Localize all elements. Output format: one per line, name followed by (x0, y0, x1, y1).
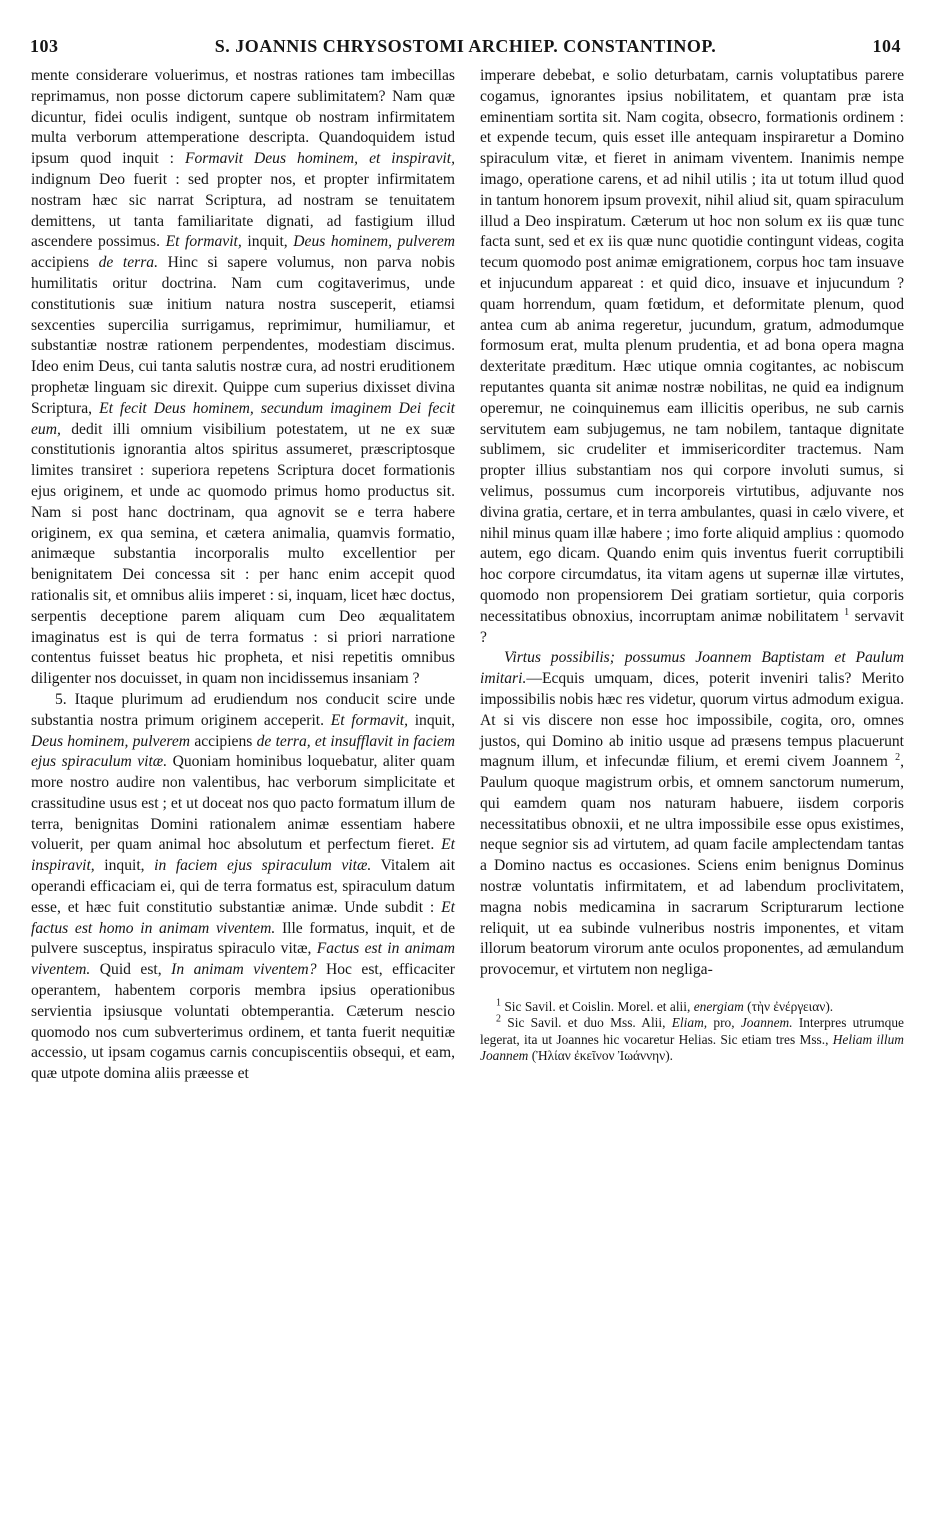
text-run: mente considerare voluerimus, et nostras rationes tam imbecillas reprimamus, non posse dictorum capere sublimitatem? Nam quæ dicuntur, fidei oculis indigent, suntque ob nostram infirmitatem multa verborum attemperatione descripta. Quandoquidem istud ipsum quod inquit : (31, 67, 455, 168)
italic-quote: Joannem. (740, 1015, 793, 1031)
italic-quote: Et factus est homo in animam viventem. (31, 898, 455, 937)
footnote-1 (480, 999, 904, 1015)
page-number-left: 103 (30, 36, 59, 56)
text-run: inquit, (247, 233, 288, 251)
italic-quote: energiam (693, 999, 744, 1015)
text-run: Interpres utrumque legerat, ita ut Joannes hic vocaretur Helias. Sic etiam tres Mss., (480, 1015, 905, 1047)
text-run: Sic Savil. et duo Mss. Alii, (507, 1015, 666, 1031)
italic-quote: Factus est in animam viventem. (31, 940, 455, 979)
text-run: inquit, (414, 711, 455, 729)
italic-quote: Eliam, (671, 1015, 708, 1031)
italic-quote: Deus hominem, pulverem (293, 233, 456, 251)
text-run: imperare debebat, e solio deturbatam, carnis voluptatibus parere cogamus, ignorantes ipsius nobilitatem, et quantam præ ista eminentiam sortita sit. Nam cogita, obsecro, formationis ordinem : et expende tecum, quis esset ille antequam inspiraretur a Domino spiraculum vitæ, et fieret in animam viventem. Inanimis nempe imago, operatione carens, et ad nihil utilis ; ita ut totum illud quod in tantum honorem ipsum provexit, nihil aliud sit, quam spiraculum illud a Deo inspiratum. Cæterum ut hoc non solum ex iis quæ tunc facta sunt, sed et ex iis quæ nunc quotidie contingunt videas, cogita tecum quomodo post animæ emigrationem, corpus hoc tam insuave et injucundum appareat : et quid dico, insuave et injucundum ? quam horrendum, quam fœtidum, et deformitate plenum, quod antea cum ab anima regeretur, jucundum, gratum, admodumque formosum erat, multa plenum prudentia, et ad bona opera magna dexteritate præditum. Hæc utique omnia cogitantes, ac nobiscum reputantes quanta sit animæ nostræ nobilitas, ne quid ea indignum operemur, ne coinquinemus eam illicitis operibus, ne sub carnis servitutem eam subjugemus, ne tam nobilem, tantaque dignitate sublimem, sic crudeliter et immisericorditer tractemus. Nam propter illius substantiam nos qui corpore involuti sumus, si velimus, possumus cum incorporeis virtutibus, adjuvante nos divina gratia, certare, et in terra ambulantes, quasi in cælo vivere, et nihil minus quam illæ habere ; imo forte aliquid amplius : quomodo autem, ego dicam. Quando enim quis inventus fuerit corruptibili hoc corpore circumdatus, ita vitam agens ut supernæ illæ virtutes, quomodo non propensiorem Dei gratiam sortietur, quia corporis necessitatibus obnoxius, incorruptam animæ nobilitatem (480, 67, 904, 625)
footnote-ref-2[interactable]: 2 (895, 752, 901, 764)
text-run: (Ἠλίαν ἐκεῖνον Ἰωάννην). (531, 1048, 674, 1064)
text-run: indignum Deo fuerit : sed propter nos, et propter infirmitatem nostram hæc sic narrat Scriptura, ad nostram se tenuitatem demittens, ut tanta familiaritate dignati, ad fastigium illud ascendere possimus. (31, 170, 455, 251)
text-run: Quid est, (99, 961, 162, 979)
italic-quote: de terra, et insufflavit in faciem ejus spiraculum vitæ. (31, 732, 456, 771)
italic-quote: Et formavit, (165, 233, 242, 251)
text-run: , Paulum quoque magistrum orbis, et omnem sanctorum numerum, qui eamdem quam nos naturam habuere, iisdem corporis necessitatibus obnoxii, et ne ultra impossibile esse opus existimes, neque segnior sis ad virtutem, ad quam facile amplectendam tantas a Domino nactus es occasiones. Sciens enim benignus Dominus nostræ voluntatis infirmitatem, et ad labendum proclivitatem, magna nobis medicamina in sacrarum Scripturarum lectione reliquit, ut ea subinde vulneribus nostris imponentes, et vitam illorum beatorum virorum ante oculos proponentes, ad æmulandum provocemur, et virtutem non negliga- (480, 753, 904, 979)
text-run: Quoniam hominibus loquebatur, aliter quam more nostro audire non valentibus, hac verborum simplicitate et crassitudine usus est ; et ut doceat nos quo pacto formatum illum de terra, benignitas Domini rationalem animæ essentiam habere voluerit, per quam animal hoc absolutum et perfectum fieret. (31, 753, 455, 854)
right-paragraph-1 (480, 66, 904, 648)
text-run: inquit, (104, 857, 145, 875)
text-run: (τὴν ἐνέργειαν). (747, 999, 834, 1015)
text-run: accipiens (31, 254, 90, 272)
footnotes (480, 999, 904, 1065)
text-run: dedit illi omnium visibilium potestatem, ut ne ex suæ constitutionis ignorantia altos spiritus assumeret, præscriptosque limites transiret : superiora repetens Scriptura docet formationis ejus originem, et unde ac quomodo primus homo productus sit. Nam si post hanc doctrinam, qua agnovit se e terra habere originem, ex qua semina, et cætera animalia, quamvis formatio, animæque substantia incorporalis multo excellentior per benignitatem Dei concessa sit : per hanc enim accepit quod rationalis sit, et omnibus aliis imperet : si, inquam, licet hæc doctus, serpentis deceptione parem aliquam cum Deo æqualitatem imaginatus est is qui de terra formatus : si priori narratione contentus fuisset beatus hic propheta, et nisi repetitis omnibus diligenter nos docuisset, in quam non incidissemus insaniam ? (31, 420, 456, 688)
section-heading-italic: Virtus possibilis; possumus Joannem Baptistam et Paulum imitari. (480, 649, 904, 688)
left-column (31, 66, 455, 1085)
running-title: S. JOANNIS CHRYSOSTOMI ARCHIEP. CONSTANTINOP. (214, 36, 717, 56)
italic-quote: Heliam illum Joannem (480, 1031, 904, 1064)
right-paragraph-2 (480, 648, 904, 981)
text-run: servavit ? (480, 607, 904, 646)
text-run: Sic Savil. et Coislin. Morel. et alii, (504, 999, 691, 1015)
italic-quote: in faciem ejus spiraculum vitæ. (154, 857, 372, 875)
text-run: 5. Itaque plurimum ad erudiendum nos conducit scire unde substantia nostra primum originem acceperit. (31, 690, 455, 729)
text-run: Hinc si sapere volumus, non parva nobis humilitatis oritur doctrina. Nam cum cogitaverimus, unde constitutionis suæ initium natura nostra susceperit, etiamsi sexcenties supercilia surrigamus, reprimimur, humiliamur, et substantiæ nostræ rationem perpendentes, modestiam discimus. Ideo enim Deus, cui tanta salutis nostræ cura, ad nostri eruditionem prophetæ linguam sic direxit. Quippe cum superius dixisset divina Scriptura, (31, 254, 455, 417)
left-paragraph-2 (31, 690, 455, 1085)
footnote-number: 2 (496, 1014, 501, 1025)
italic-quote: Et formavit, (330, 711, 409, 729)
running-head (30, 36, 901, 62)
text-run: accipiens (194, 732, 253, 750)
italic-quote: Deus hominem, pulverem (31, 732, 191, 750)
footnote-number: 1 (496, 997, 501, 1009)
page-number-right: 104 (872, 36, 901, 56)
footnote-ref-1[interactable]: 1 (844, 606, 850, 618)
text-run: Vitalem ait operandi efficaciam ei, qui de terra formatus est, spiraculum datum esse, et hæc fuit constitutio substantiæ animæ. Unde subdit : (31, 857, 456, 916)
italic-quote: Et inspiravit, (31, 836, 455, 875)
right-column (480, 66, 904, 1065)
text-run: pro, (713, 1015, 735, 1031)
text-run: Ille formatus, inquit, et de pulvere susceptus, inspiratus spiraculo vitæ, (31, 919, 455, 958)
footnote-2 (480, 1015, 904, 1064)
text-run: Hoc est, efficaciter operantem, habentem corporis membra ipsius operationibus servientia ipsiusque voluntati obtemperantia. Cæterum nescio quomodo nos cum subverterimus ordinem, et tanta fuerit nequitiæ accessio, ut ipsam cogamus carnis concupiscentiis obsequi, et eam, quæ utpote domina aliis præesse et (31, 961, 455, 1083)
left-paragraph-1 (31, 66, 455, 690)
italic-quote: Et fecit Deus hominem, secundum imaginem Dei fecit eum, (31, 399, 455, 438)
italic-quote: de terra. (98, 254, 158, 272)
italic-quote: In animam viventem? (171, 961, 317, 979)
italic-quote: Formavit Deus hominem, et inspiravit, (184, 150, 455, 168)
text-run: —Ecquis umquam, dices, poterit inveniri talis? Merito impossibilis nobis hæc res videtur, quorum virtus admodum exigua. At si vis discere non esse hoc impossibile, cogita, oro, omnes justos, qui Domino ab initio usque ad præsens tempus placuerunt magnum illum, et infecundæ filium, et eremi civem Joannem (480, 670, 904, 771)
